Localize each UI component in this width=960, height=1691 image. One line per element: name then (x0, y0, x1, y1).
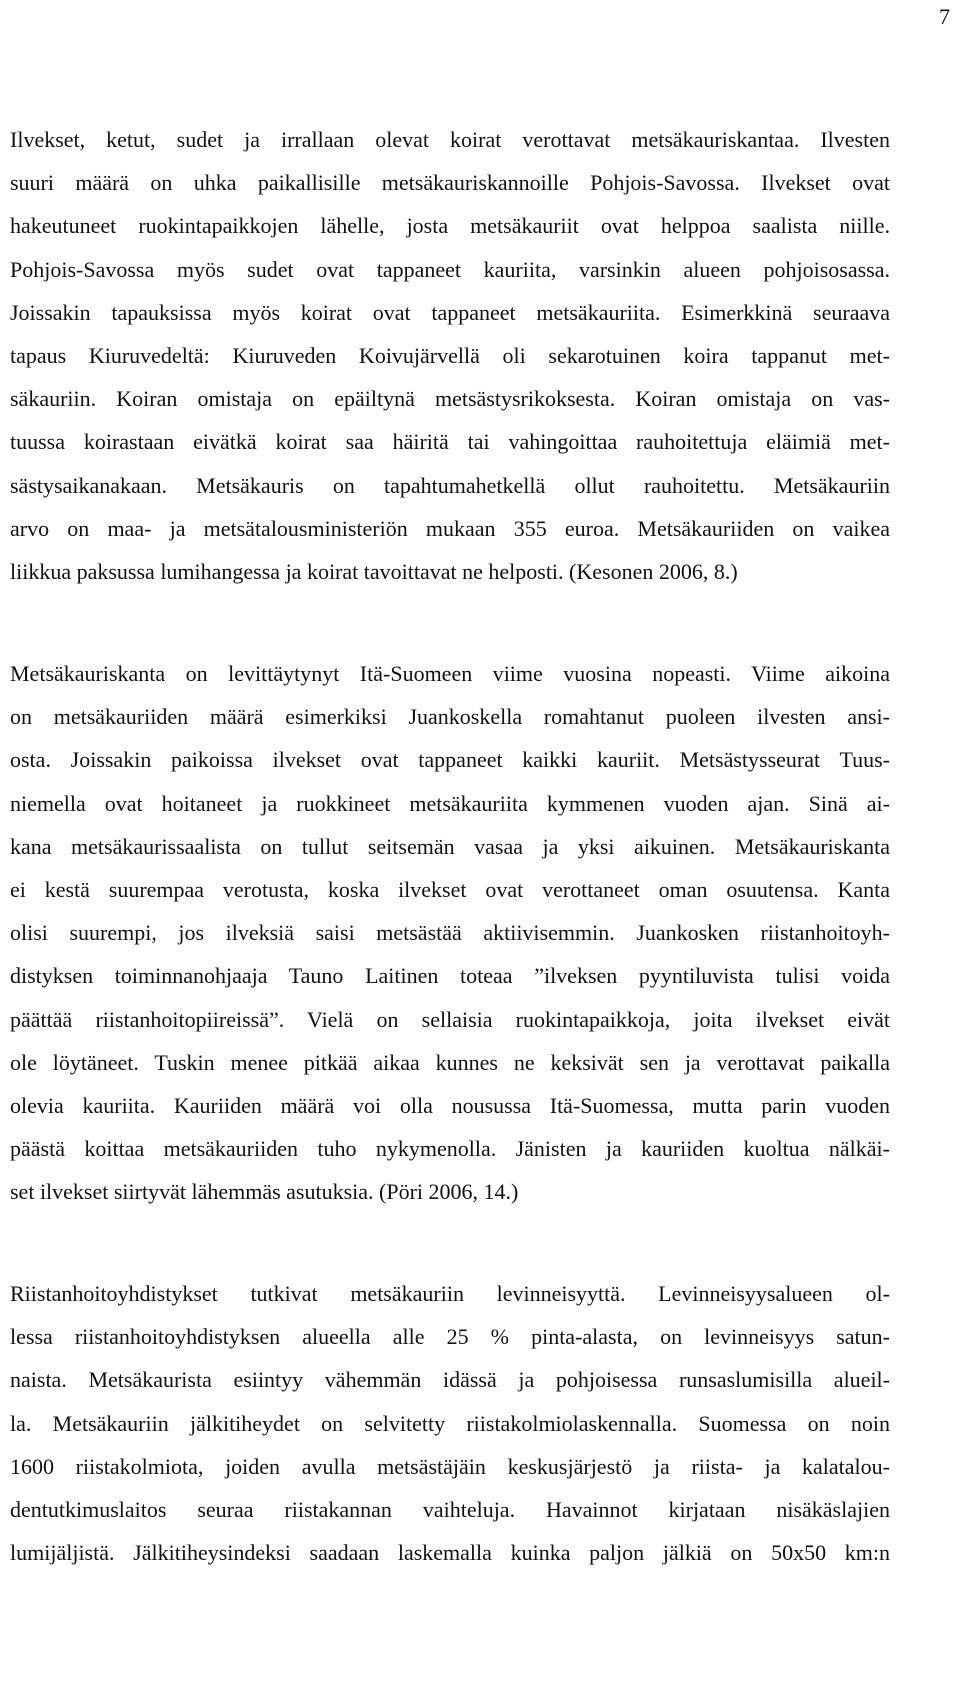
text-line: säkauriin. Koiran omistaja on epäiltynä metsästysrikoksesta. Koiran omistaja on vas- (10, 386, 890, 412)
text-line: naista. Metsäkaurista esiintyy vähemmän idässä ja pohjoisessa runsaslumisilla alueil- (10, 1367, 890, 1393)
text-line: hakeutuneet ruokintapaikkojen lähelle, josta metsäkauriit ovat helppoa saalista niille. (10, 213, 890, 239)
text-line: lessa riistanhoitoyhdistyksen alueella alle 25 % pinta-alasta, on levinneisyys satun- (10, 1324, 890, 1350)
text-line: set ilvekset siirtyvät lähemmäs asutuksia. (Pöri 2006, 14.) (10, 1179, 519, 1205)
text-line: Pohjois-Savossa myös sudet ovat tappaneet kauriita, varsinkin alueen pohjoisosassa. (10, 256, 890, 282)
text-line: distyksen toiminnanohjaaja Tauno Laitinen toteaa ”ilveksen pyyntiluvista tulisi voida (10, 963, 890, 989)
text-line: osta. Joissakin paikoissa ilvekset ovat tappaneet kaikki kauriit. Metsästysseurat Tuus- (10, 747, 890, 773)
paragraph-2 (10, 652, 890, 1213)
text-line: arvo on maa- ja metsätalousministeriön mukaan 355 euroa. Metsäkauriiden on vaikea (10, 515, 890, 541)
text-line: ole löytäneet. Tuskin menee pitkää aikaa kunnes ne keksivät sen ja verottavat paikalla (10, 1049, 890, 1075)
text-line: la. Metsäkauriin jälkitiheydet on selvitetty riistakolmiolaskennalla. Suomessa on noin (10, 1410, 890, 1436)
text-line: kana metsäkaurissaalista on tullut seitsemän vasaa ja yksi aikuinen. Metsäkauriskanta (10, 833, 890, 859)
text-line: tuussa koirastaan eivätkä koirat saa häiritä tai vahingoittaa rauhoitettuja eläimiä met- (10, 429, 890, 455)
text-line: päästä koittaa metsäkauriiden tuho nykymenolla. Jänisten ja kauriiden kuoltua nälkäi- (10, 1136, 890, 1162)
text-line: tapaus Kiuruvedeltä: Kiuruveden Koivujärvellä oli sekarotuinen koira tappanut met- (10, 342, 890, 368)
text-line: Joissakin tapauksissa myös koirat ovat tappaneet metsäkauriita. Esimerkkinä seuraava (10, 299, 890, 325)
paragraph-1 (10, 118, 890, 593)
text-line: sästysaikanakaan. Metsäkauris on tapahtumahetkellä ollut rauhoitettu. Metsäkauriin (10, 472, 890, 498)
page-number: 7 (939, 4, 950, 29)
text-line: ei kestä suurempaa verotusta, koska ilvekset ovat verottaneet oman osuutensa. Kanta (10, 876, 890, 902)
text-line: suuri määrä on uhka paikallisille metsäkauriskannoille Pohjois-Savossa. Ilvekset ovat (10, 170, 890, 196)
text-line: niemella ovat hoitaneet ja ruokkineet metsäkauriita kymmenen vuoden ajan. Sinä ai- (10, 790, 890, 816)
text-line: Riistanhoitoyhdistykset tutkivat metsäkauriin levinneisyyttä. Levinneisyysalueen ol- (10, 1281, 890, 1306)
text-line: Ilvekset, ketut, sudet ja irrallaan olevat koirat verottavat metsäkauriskantaa. Ilvesten (10, 127, 890, 152)
text-line: olisi suurempi, jos ilveksiä saisi metsästää aktiivisemmin. Juankosken riistanhoitoyh- (10, 920, 890, 946)
text-line: olevia kauriita. Kauriiden määrä voi olla nousussa Itä-Suomessa, mutta parin vuoden (10, 1092, 890, 1118)
text-line: Metsäkauriskanta on levittäytynyt Itä-Suomeen viime vuosina nopeasti. Viime aikoina (10, 661, 890, 686)
text-line: dentutkimuslaitos seuraa riistakannan vaihteluja. Havainnot kirjataan nisäkäslajien (10, 1496, 890, 1522)
text-line: on metsäkauriiden määrä esimerkiksi Juankoskella romahtanut puoleen ilvesten ansi- (10, 704, 890, 730)
text-line: lumijäljistä. Jälkitiheysindeksi saadaan laskemalla kuinka paljon jälkiä on 50x50 km:n (10, 1540, 890, 1566)
text-line: päättää riistanhoitopiireissä”. Vielä on sellaisia ruokintapaikkoja, joita ilvekset eivät (10, 1006, 890, 1032)
text-line: 1600 riistakolmiota, joiden avulla metsästäjäin keskusjärjestö ja riista- ja kalatalou- (10, 1453, 890, 1479)
paragraph-3 (10, 1272, 890, 1574)
text-line: liikkua paksussa lumihangessa ja koirat tavoittavat ne helposti. (Kesonen 2006, 8.) (10, 558, 738, 584)
